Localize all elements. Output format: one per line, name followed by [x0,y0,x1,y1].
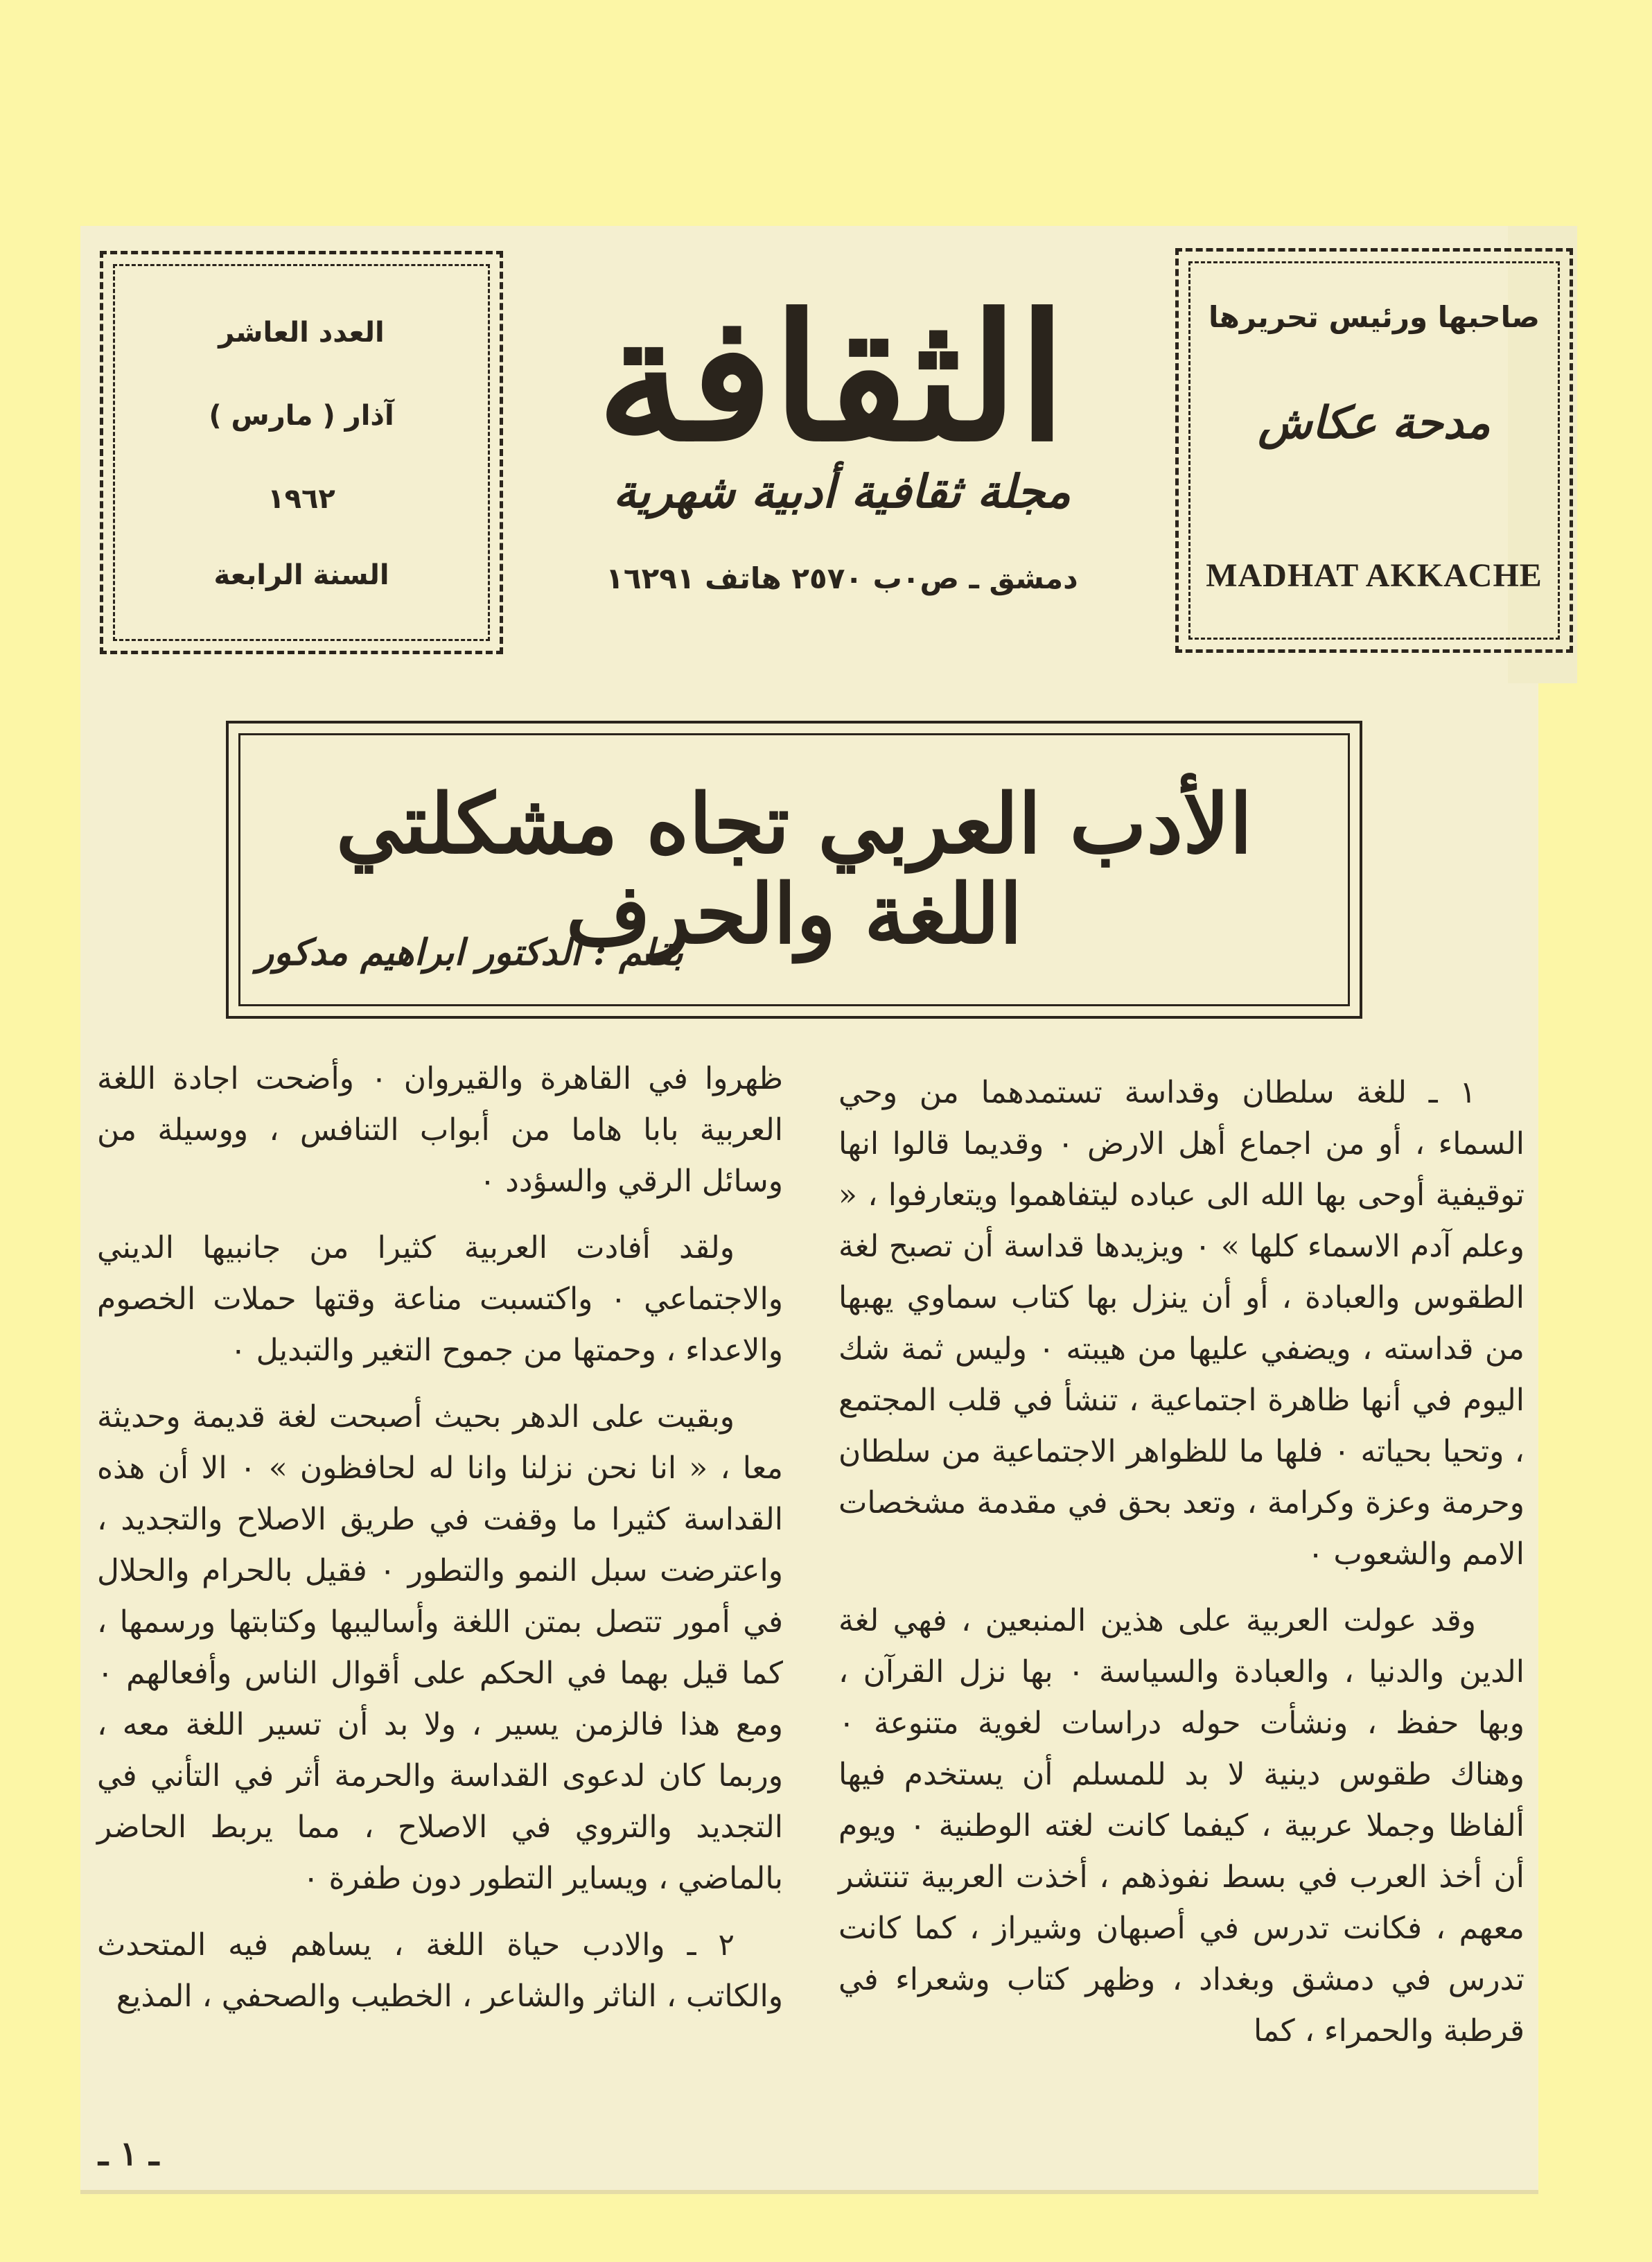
paragraph: ١ ـ للغة سلطان وقداسة تستمدهما من وحي السماء ، أو من اجماع أهل الارض ٠ وقديما قالوا انها توقيفية أوحى بها الله الى عباده ليتفاهموا ويتعارفوا ، « وعلم آدم الاسماء كلها » ٠ ويزيدها قداسة أن تصبح لغة الطقوس والعبادة ، أو أن ينزل بها كتاب سماوي يهبها من قداسته ، ويضفي عليها من هيبته ٠ وليس ثمة شك اليوم في أنها ظاهرة اجتماعية ، تنشأ في قلب المجتمع ، وتحيا بحياته ٠ فلها ما للظواهر الاجتماعية من سلطان وحرمة وعزة وكرامة ، وتعد بحق في مقدمة مشخصات الامم والشعوب ٠ [838,1075,1525,1572]
issue-number: العدد العاشر [218,317,385,349]
editor-signature: مدحة عكاش [1258,397,1491,449]
editor-heading: صاحبها ورئيس تحريرها [1208,300,1540,334]
volume-year: السنة الرابعة [213,559,389,591]
paragraph: ظهروا في القاهرة والقيروان ٠ وأضحت اجادة اللغة العربية بابا هاما من أبواب التنافس ، ووسيلة من وسائل الرقي والسؤدد ٠ [97,1061,784,1199]
article-byline: بقلم : الدكتور ابراهيم مدكور [256,931,683,974]
paragraph: وبقيت على الدهر بحيث أصبحت لغة قديمة وحديثة معا ، « انا نحن نزلنا وانا له لحافظون » ٠ الا أن هذه القداسة كثيرا ما وقفت في طريق الاصلاح والتجديد ، واعترضت سبل النمو والتطور ٠ فقيل بالحرام والحلال في أمور تتصل بمتن اللغة وأساليبها وكتابتها ورسمها ، كما قيل بهما في الحكم على أقوال الناس وأفعالهم ٠ ومع هذا فالزمن يسير ، ولا بد أن تسير اللغة معه ، وربما كان لدعوى القداسة والحرمة أثر في التأني في التجديد والتروي في الاصلاح ، مما يربط الحاضر بالماضي ، ويساير التطور دون طفرة ٠ [97,1399,784,1896]
right-column [838,1053,1524,2072]
masthead-subtitle: مجلة ثقافية أدبية شهرية [613,464,1071,518]
issue-month: آذار ( مارس ) [209,400,394,432]
issue-year: ١٩٦٢ [267,483,335,515]
issue-info-box [100,251,503,654]
page-number: ـ ١ ـ [98,2134,159,2173]
article-title-frame [226,721,1362,1019]
paragraph: ولقد أفادت العربية كثيرا من جانبيها الديني والاجتماعي ٠ واكتسبت مناعة وقتها حملات الخصوم والاعداء ، وحمتها من جموح التغير والتبديل ٠ [97,1230,783,1368]
article-title: الأدب العربي تجاه مشكلتي اللغة والحرف [335,775,1253,962]
left-column [97,1053,783,2037]
footer-rule [80,2190,1538,2194]
editor-box [1175,248,1573,653]
paragraph: وقد عولت العربية على هذين المنبعين ، فهي لغة الدين والدنيا ، والعبادة والسياسة ٠ بها نزل القرآن ، وبها حفظ ، ونشأت حوله دراسات لغوية متنوعة ٠ وهناك طقوس دينية لا بد للمسلم أن يستخدم فيها ألفاظا وجملا عربية ، كيفما كانت لغته الوطنية ٠ ويوم أن أخذ العرب في بسط نفوذهم ، أخذت العربية تنتشر معهم ، فكانت تدرس في أصبهان وشيراز ، كما كانت تدرس في دمشق وبغداد ، وظهر كتاب وشعراء في قرطبة والحمراء ، كما [838,1603,1524,2049]
masthead-address: دمشق ـ ص٠ب ٢٥٧٠ هاتف ١٦٢٩١ [606,561,1078,595]
masthead-title: الثقافة [597,276,1066,480]
paragraph: ٢ ـ والادب حياة اللغة ، يساهم فيه المتحدث والكاتب ، الناثر والشاعر ، الخطيب والصحفي ، المذيع [97,1927,783,2014]
editor-latin-name: MADHAT AKKACHE [1206,557,1543,594]
